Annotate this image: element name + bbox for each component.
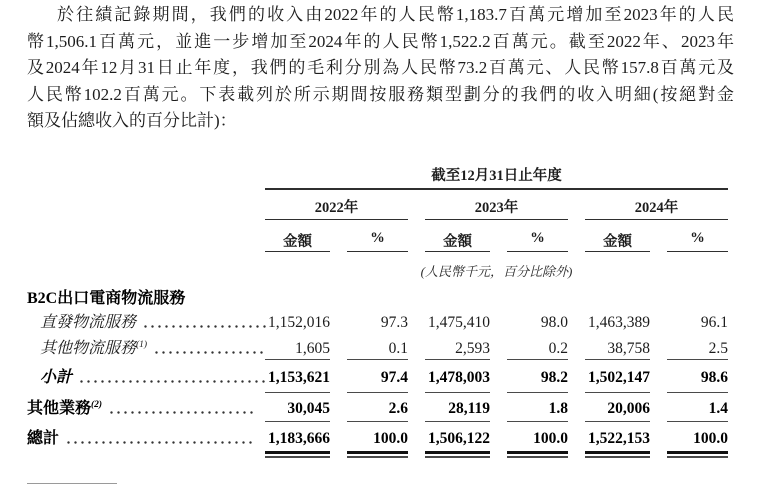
amount-cell: 1,502,147 (585, 369, 650, 393)
column-rule (667, 251, 728, 253)
amount-cell: 1,506,122 (425, 430, 490, 454)
amount-column-header: 金額 (603, 234, 632, 250)
column-rule (347, 251, 408, 253)
year-header-2022: 2022年 (314, 200, 359, 216)
row-label (27, 400, 258, 418)
percent-cell: 0.1 (347, 340, 408, 360)
percent-cell: 2.5 (667, 340, 728, 360)
table-row-other-logistics (0, 340, 760, 360)
dot-leader (153, 340, 267, 355)
dot-leader (65, 430, 254, 445)
percent-column-header: % (690, 230, 705, 246)
percent-cell: 100.0 (347, 430, 408, 454)
row-label-text: 總計 (27, 430, 60, 447)
row-label (27, 290, 258, 308)
amount-cell: 38,758 (585, 340, 650, 360)
footnote-divider (27, 483, 117, 484)
column-rule (585, 251, 650, 253)
row-label (27, 340, 271, 358)
table-top-rule (265, 188, 728, 190)
amount-cell: 1,478,003 (425, 369, 490, 393)
table-row-total (0, 430, 760, 450)
table-row-subtotal (0, 369, 760, 389)
year-header-2024: 2024年 (634, 200, 679, 216)
paragraph-line: 於往績記錄期間，我們的收入由2022年的人民幣1,183.7百萬元增加至2023年的人民 (57, 5, 734, 24)
percent-cell: 100.0 (667, 430, 728, 454)
intro-paragraph (27, 2, 734, 135)
percent-cell: 0.2 (507, 340, 568, 360)
dot-leader (142, 314, 267, 329)
amount-cell: 1,522,153 (585, 430, 650, 454)
year-rule (425, 219, 568, 221)
percent-cell: 98.2 (507, 369, 568, 393)
footnote-ref-1: (1) (136, 340, 148, 350)
column-rule (425, 251, 490, 253)
row-label-text: 小計 (40, 369, 73, 386)
row-label (27, 430, 258, 448)
table-span-header: 截至12月31日止年度 (431, 168, 562, 184)
percent-cell: 100.0 (507, 430, 568, 454)
percent-cell: 1.4 (667, 400, 728, 422)
percent-cell: 98.6 (667, 369, 728, 393)
paragraph-line: 人民幣102.2百萬元。下表載列於所示期間按服務類型劃分的我們的收入明細(按絕對金 (27, 84, 734, 104)
percent-cell: 1.8 (507, 400, 568, 422)
percent-cell: 96.1 (700, 314, 728, 331)
year-rule (585, 219, 728, 221)
amount-cell: 1,475,410 (428, 314, 490, 331)
percent-cell: 97.4 (347, 369, 408, 393)
table-row-section-b2c (0, 290, 760, 310)
row-label-text: B2C出口電商物流服務 (27, 290, 186, 307)
paragraph-line: 額及佔總收入的百分比計)： (27, 111, 237, 130)
amount-cell: 1,463,389 (588, 314, 650, 331)
amount-cell: 30,045 (265, 400, 330, 422)
percent-cell: 2.6 (347, 400, 408, 422)
amount-cell: 1,152,016 (268, 314, 330, 331)
percent-cell: 98.0 (540, 314, 568, 331)
paragraph-line: 及2024年12月31日止年度，我們的毛利分別為人民幣73.2百萬元、人民幣157.8百萬元及 (27, 58, 734, 77)
row-label (27, 369, 271, 387)
amount-cell: 28,119 (425, 400, 490, 422)
dot-leader (108, 400, 254, 415)
year-rule (265, 219, 408, 221)
paragraph-line: 幣1,506.1百萬元，並進一步增加至2024年的人民幣1,522.2百萬元。截至2022年、2023年 (27, 31, 734, 51)
dot-leader (78, 369, 267, 384)
amount-column-header: 金額 (443, 234, 472, 250)
row-label (27, 314, 271, 332)
amount-cell: 20,006 (585, 400, 650, 422)
row-label-text: 其他業務$^{(2)}$ (27, 400, 103, 417)
footnote-ref-2: (2) (91, 400, 103, 410)
percent-column-header: % (530, 230, 545, 246)
percent-cell: 97.3 (380, 314, 408, 331)
amount-cell: 1,153,621 (265, 369, 330, 393)
amount-cell: 1,605 (265, 340, 330, 360)
unit-note: (人民幣千元，百分比除外) (420, 264, 573, 279)
percent-column-header: % (370, 230, 385, 246)
row-label-text: 直發物流服務 (40, 314, 137, 331)
table-row-other-business (0, 400, 760, 420)
amount-column-header: 金額 (283, 234, 312, 250)
amount-cell: 2,593 (425, 340, 490, 360)
amount-cell: 1,183,666 (265, 430, 330, 454)
row-label-text: 其他物流服務$^{(1)}$ (40, 340, 148, 357)
table-row-direct-logistics (0, 314, 760, 334)
column-rule (507, 251, 568, 253)
column-rule (265, 251, 330, 253)
year-header-2023: 2023年 (474, 200, 519, 216)
